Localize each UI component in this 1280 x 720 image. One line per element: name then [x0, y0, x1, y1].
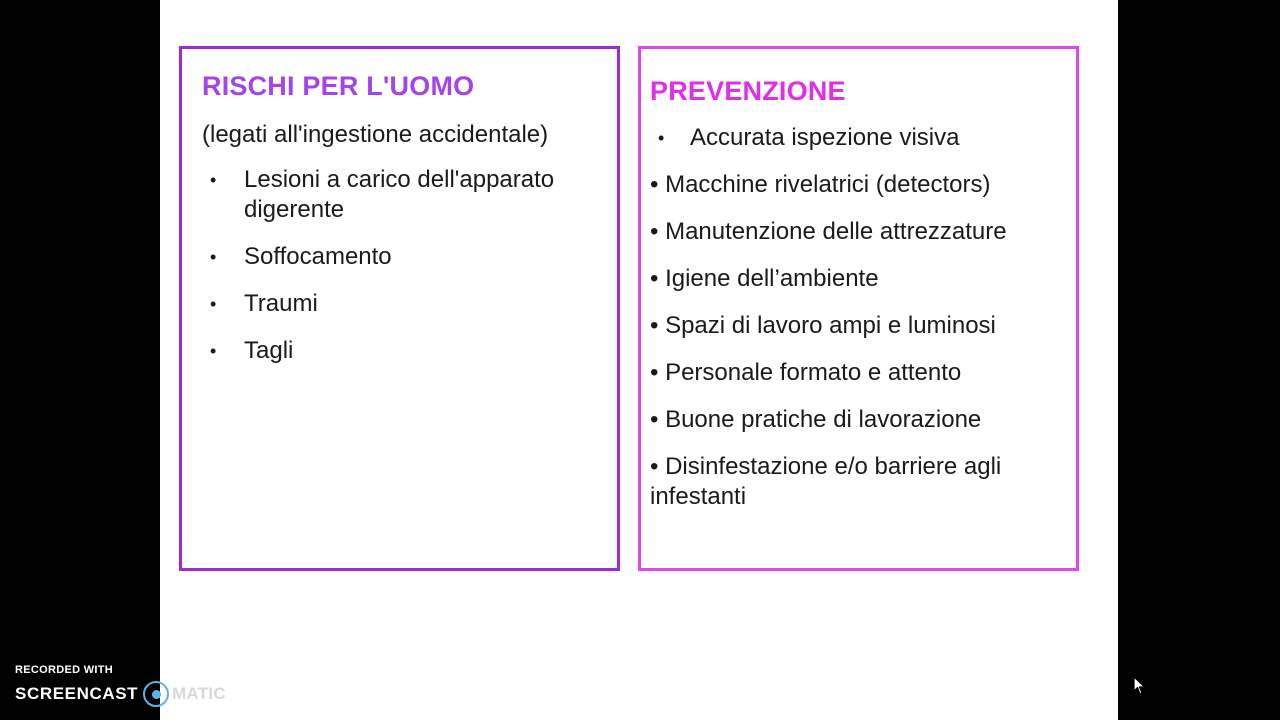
mouse-cursor-icon	[1133, 676, 1147, 701]
list-item-text: Lesioni a carico dell'apparato digerente	[244, 166, 555, 223]
recording-watermark	[15, 664, 226, 707]
list-item: • Personale formato e attento	[650, 359, 962, 386]
list-item	[206, 165, 606, 225]
screencast-logo-icon	[143, 681, 169, 707]
list-item: • Spazi di lavoro ampi e luminosi	[650, 312, 996, 339]
list-item-text: Soffocamento	[244, 243, 392, 270]
risks-box	[179, 46, 620, 571]
prevention-list	[650, 123, 1070, 529]
list-item	[206, 289, 606, 319]
list-item: • Buone pratiche di lavorazione	[650, 406, 982, 433]
prevention-box	[638, 46, 1079, 571]
watermark-brand-left: SCREENCAST	[15, 684, 139, 703]
bullet-icon: •	[210, 247, 217, 267]
list-item: • Igiene dell’ambiente	[650, 265, 879, 292]
list-item: • Manutenzione delle attrezzature	[650, 218, 1007, 245]
risks-list	[206, 165, 606, 383]
list-item-text: Tagli	[244, 337, 294, 364]
watermark-top-text: RECORDED WITH	[15, 664, 114, 676]
list-item	[650, 123, 1070, 153]
list-item-text: Traumi	[244, 290, 318, 317]
list-item	[206, 242, 606, 272]
list-item	[206, 336, 606, 366]
prevention-title: PREVENZIONE	[650, 76, 846, 106]
bullet-icon: •	[210, 294, 217, 314]
bullet-icon: •	[658, 128, 665, 148]
bullet-icon: •	[210, 341, 217, 361]
bullet-icon: •	[210, 170, 217, 190]
list-item: • Disinfestazione e/o barriere agli infestanti	[650, 453, 1002, 510]
watermark-brand-right: MATIC	[172, 684, 226, 703]
slide	[160, 0, 1118, 720]
list-item: • Macchine rivelatrici (detectors)	[650, 171, 991, 198]
risks-subtitle: (legati all'ingestione accidentale)	[202, 121, 549, 148]
risks-title: RISCHI PER L'UOMO	[202, 71, 475, 101]
list-item-text: Accurata ispezione visiva	[690, 124, 960, 151]
